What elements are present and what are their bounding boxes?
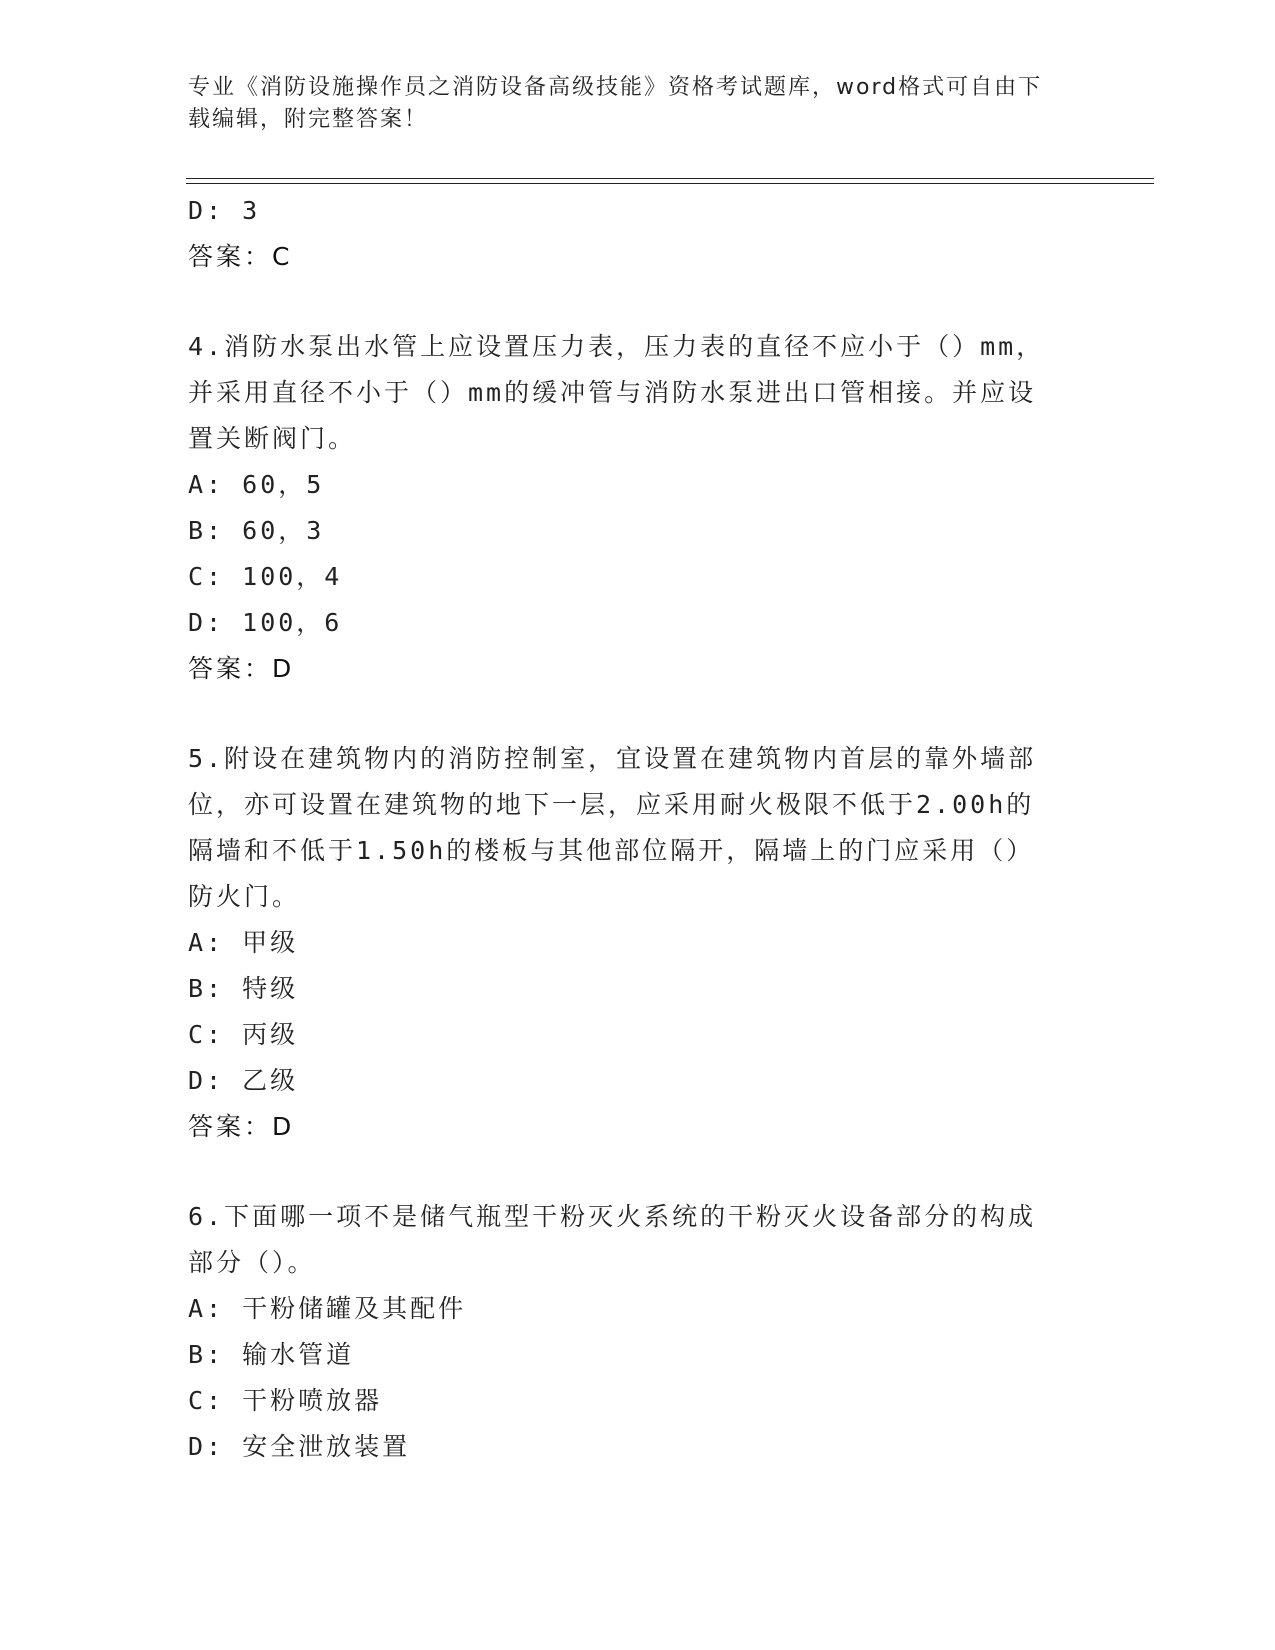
q6-option-a: A: 干粉储罐及其配件: [188, 1294, 467, 1323]
q4-stem-line-3: 置关断阀门。: [188, 424, 357, 453]
q6-option-d: D: 安全泄放装置: [188, 1432, 411, 1461]
header-line-1: 专业《消防设施操作员之消防设备高级技能》资格考试题库，word格式可自由下: [188, 75, 1043, 100]
spacer: [188, 280, 1088, 324]
question-5: [188, 736, 1088, 1150]
q3-answer: 答案：C: [188, 242, 293, 271]
q4-option-c: C: 100，4: [188, 562, 343, 591]
q5-stem-line-1: 5.附设在建筑物内的消防控制室，宜设置在建筑物内首层的靠外墙部: [188, 744, 1037, 773]
q5-option-b: B: 特级: [188, 974, 299, 1003]
q6-option-c: C: 干粉喷放器: [188, 1386, 383, 1415]
q5-option-a: A: 甲级: [188, 928, 299, 957]
question-4: [188, 324, 1088, 692]
header-line-2: 载编辑，附完整答案！: [188, 107, 429, 132]
q5-stem-line-2: 位，亦可设置在建筑物的地下一层，应采用耐火极限不低于2.00h的: [188, 790, 1035, 819]
q4-option-b: B: 60，3: [188, 516, 325, 545]
header-divider-bottom: [186, 183, 1154, 184]
document-header: [188, 72, 1068, 136]
q5-stem-line-4: 防火门。: [188, 882, 301, 911]
spacer: [188, 692, 1088, 736]
q5-answer: 答案：D: [188, 1112, 295, 1141]
q4-stem-line-1: 4.消防水泵出水管上应设置压力表，压力表的直径不应小于（）mm，: [188, 332, 1045, 361]
question-content: [188, 188, 1088, 1470]
q4-answer: 答案：D: [188, 654, 295, 683]
q5-option-c: C: 丙级: [188, 1020, 299, 1049]
q3-option-d: D: 3: [188, 196, 261, 225]
q5-stem-line-3: 隔墙和不低于1.50h的楼板与其他部位隔开，隔墙上的门应采用（）: [188, 836, 1035, 865]
q5-option-d: D: 乙级: [188, 1066, 299, 1095]
question-3-tail: [188, 188, 1088, 280]
spacer: [188, 1150, 1088, 1194]
q6-stem-line-1: 6.下面哪一项不是储气瓶型干粉灭火系统的干粉灭火设备部分的构成: [188, 1202, 1037, 1231]
q4-stem-line-2: 并采用直径不小于（）mm的缓冲管与消防水泵进出口管相接。并应设: [188, 378, 1037, 407]
header-divider-top: [186, 178, 1154, 179]
q6-option-b: B: 输水管道: [188, 1340, 355, 1369]
q4-option-d: D: 100，6: [188, 608, 343, 637]
q4-option-a: A: 60，5: [188, 470, 325, 499]
q6-stem-line-2: 部分（）。: [188, 1248, 316, 1277]
question-6: [188, 1194, 1088, 1470]
